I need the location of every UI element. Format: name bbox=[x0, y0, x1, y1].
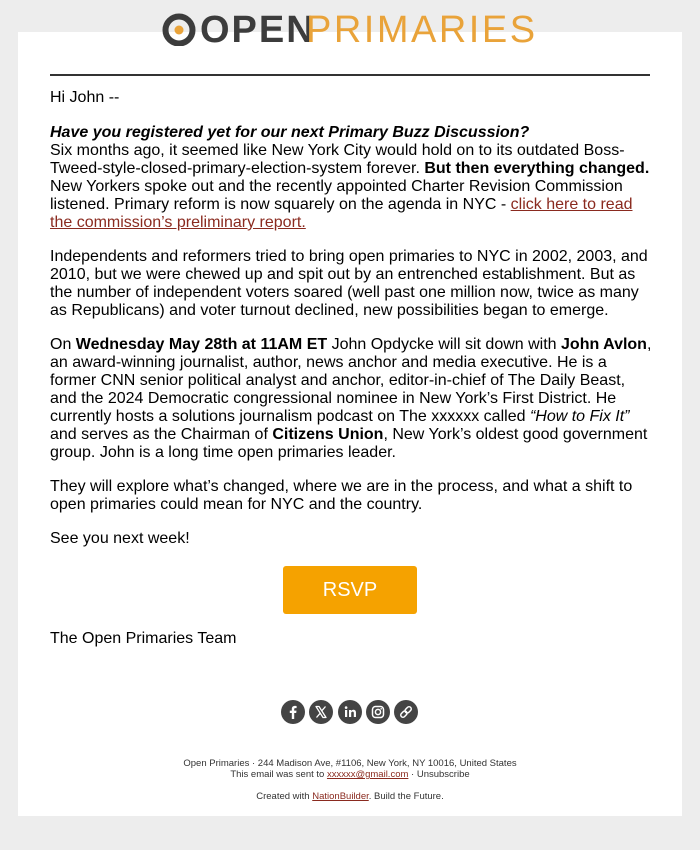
unsubscribe-link[interactable]: Unsubscribe bbox=[416, 769, 470, 780]
intro-text-b: New Yorkers spoke out and the recently appointed Charter Revision Commission listened. Primary reform is now squarely on the agenda in NYC - bbox=[50, 178, 623, 213]
header-divider bbox=[50, 74, 650, 76]
event-text-4: , New York’s oldest good government group. John is a long time open primaries leader. bbox=[50, 426, 648, 461]
greeting: Hi John -- bbox=[50, 89, 120, 106]
podcast-name: “How to Fix It” bbox=[529, 408, 630, 425]
recipient-email-link[interactable]: xxxxxx@gmail.com bbox=[326, 769, 409, 780]
intro-text-a: Six months ago, it seemed like New York City would hold on to its outdated Boss-Tweed-style-closed-primary-election-system forever. bbox=[50, 142, 625, 177]
footer-address: Open Primaries · 244 Madison Ave, #1106, New York, NY 10016, United States bbox=[183, 758, 517, 769]
logo-open-text: OPEN bbox=[200, 9, 316, 46]
instagram-icon[interactable] bbox=[366, 700, 390, 724]
created-prefix: Created with bbox=[256, 791, 310, 802]
intro-bold: But then everything changed. bbox=[424, 160, 650, 177]
event-text-2: , an award-winning journalist, author, news anchor and media executive. He is a former CNN senior political analyst and anchor, editor-in-chief of The Daily Beast, and the 2024 Democratic congressional nominee in New York’s First District. He currently hosts a solutions journalism podcast on The xxxxxx called bbox=[50, 336, 652, 425]
created-suffix: . Build the Future. bbox=[368, 791, 444, 802]
signoff: The Open Primaries Team bbox=[50, 630, 237, 647]
intro-lead: Have you registered yet for our next Primary Buzz Discussion? bbox=[50, 124, 530, 141]
event-text-1: John Opdycke will sit down with bbox=[331, 336, 557, 353]
email-footer bbox=[0, 758, 700, 802]
logo-primaries-text: PRIMARIES bbox=[306, 9, 538, 46]
footer-sent-line bbox=[0, 769, 700, 780]
social-links bbox=[281, 700, 421, 724]
nationbuilder-link[interactable]: NationBuilder bbox=[312, 791, 369, 802]
event-text-3: and serves as the Chairman of bbox=[50, 426, 268, 443]
paragraph-history: Independents and reformers tried to bring open primaries to NYC in 2002, 2003, and 2010, but we were chewed up and spit out by an entrenched establishment. But as the number of independent voters soared (well past one million now, twice as many as Republicans) and voter turnout declined, new possibilities began to emerge. bbox=[50, 248, 648, 319]
paragraph-intro bbox=[50, 124, 654, 232]
guest-name: John Avlon bbox=[561, 336, 647, 353]
rsvp-button[interactable]: RSVP bbox=[283, 566, 417, 614]
link-icon[interactable] bbox=[394, 700, 418, 724]
event-on: On bbox=[50, 336, 72, 353]
email-body bbox=[50, 89, 654, 564]
paragraph-event bbox=[50, 336, 654, 462]
paragraph-explore: They will explore what’s changed, where we are in the process, and what a shift to open primaries could mean for NYC and the country. bbox=[50, 478, 633, 513]
open-primaries-logo bbox=[0, 0, 700, 46]
linkedin-icon[interactable] bbox=[338, 700, 362, 724]
footer-created-line bbox=[0, 791, 700, 802]
sent-prefix: This email was sent to bbox=[230, 769, 325, 780]
event-date: Wednesday May 28th at 11AM ET bbox=[75, 336, 328, 353]
org-name: Citizens Union bbox=[272, 426, 384, 443]
footer-separator: · bbox=[411, 769, 415, 780]
commission-report-link[interactable]: click here to read the commission’s preliminary report. bbox=[50, 196, 633, 231]
x-icon[interactable] bbox=[309, 700, 333, 724]
facebook-icon[interactable] bbox=[281, 700, 305, 724]
paragraph-see-you: See you next week! bbox=[50, 530, 190, 547]
